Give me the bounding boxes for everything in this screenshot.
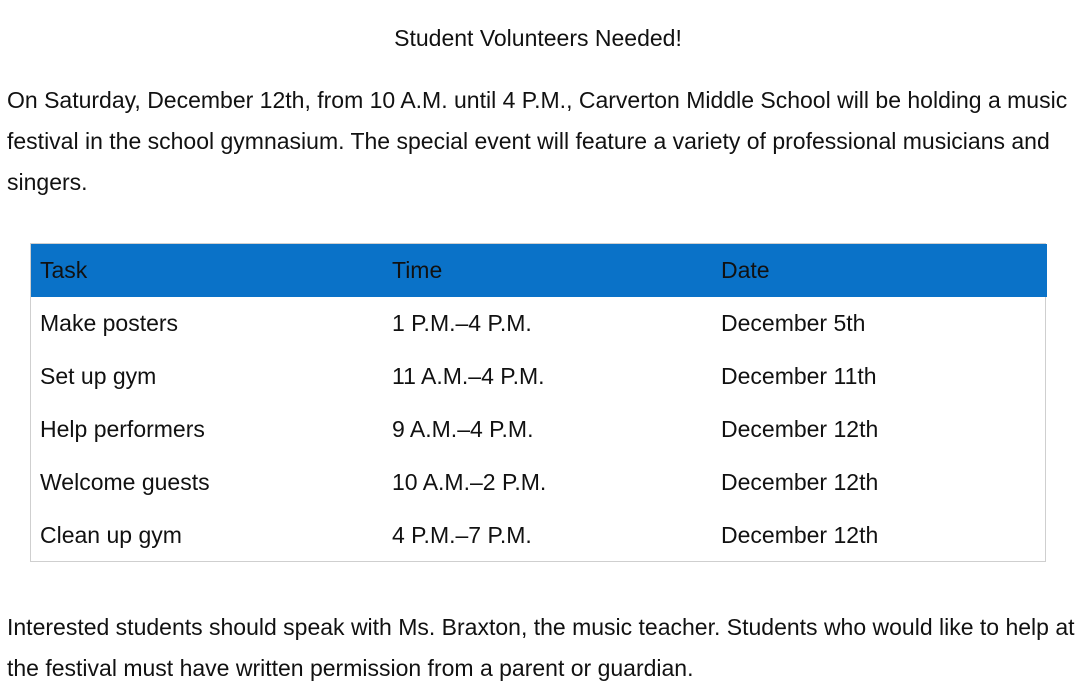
closing-paragraph: Interested students should speak with Ms. Braxton, the music teacher. Students who would like to help at the festival must have written permission from a parent or guardian. bbox=[7, 614, 1075, 681]
cell-task: Make posters bbox=[40, 310, 179, 336]
table-row bbox=[31, 403, 1047, 456]
cell-task: Clean up gym bbox=[40, 522, 182, 548]
intro-paragraph: On Saturday, December 12th, from 10 A.M. until 4 P.M., Carverton Middle School will be holding a music festival in the school gymnasium. The special event will feature a variety of professional musicians and singers. bbox=[7, 87, 1068, 195]
cell-date: December 12th bbox=[721, 416, 879, 442]
cell-date: December 12th bbox=[721, 469, 879, 495]
cell-task: Welcome guests bbox=[40, 469, 210, 495]
cell-date: December 11th bbox=[721, 363, 877, 389]
cell-task: Set up gym bbox=[40, 363, 157, 389]
cell-date: December 12th bbox=[721, 522, 879, 548]
table-header-row bbox=[31, 244, 1047, 297]
header-task: Task bbox=[40, 257, 88, 283]
header-date: Date bbox=[721, 257, 770, 283]
volunteer-schedule-table bbox=[31, 244, 1047, 562]
cell-time: 9 A.M.–4 P.M. bbox=[392, 416, 534, 442]
cell-time: 11 A.M.–4 P.M. bbox=[392, 363, 545, 389]
cell-time: 1 P.M.–4 P.M. bbox=[392, 310, 532, 336]
cell-task: Help performers bbox=[40, 416, 205, 442]
table-row bbox=[31, 456, 1047, 509]
header-time: Time bbox=[392, 257, 443, 283]
cell-time: 10 A.M.–2 P.M. bbox=[392, 469, 547, 495]
table-row bbox=[31, 297, 1047, 350]
volunteer-table bbox=[30, 243, 1046, 562]
cell-time: 4 P.M.–7 P.M. bbox=[392, 522, 532, 548]
table-row bbox=[31, 350, 1047, 403]
cell-date: December 5th bbox=[721, 310, 866, 336]
table-row bbox=[31, 509, 1047, 562]
document-title: Student Volunteers Needed! bbox=[394, 25, 682, 51]
